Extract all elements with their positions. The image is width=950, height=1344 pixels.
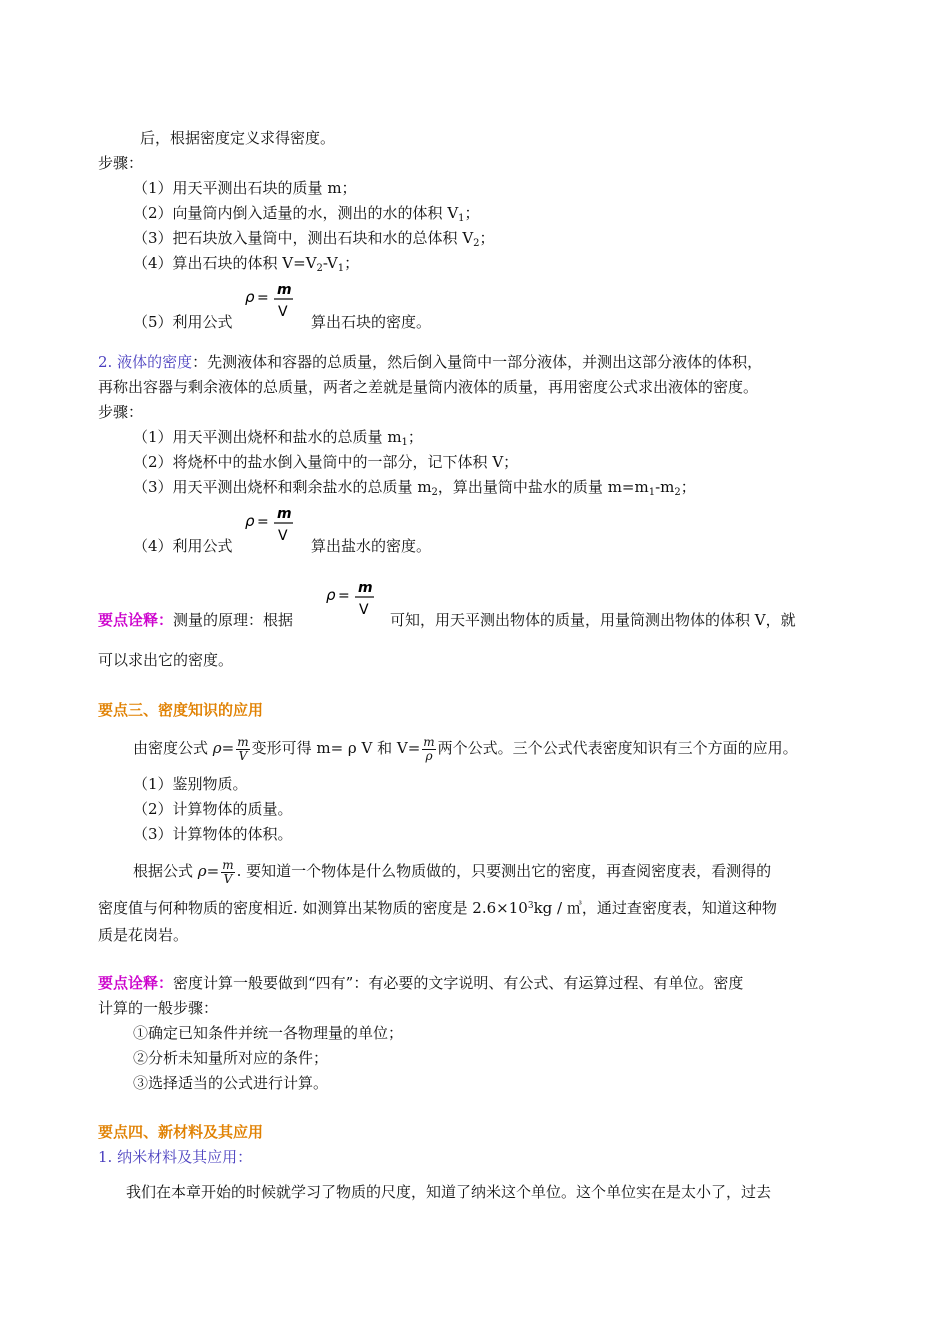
formula-rho: ρ (245, 288, 255, 306)
calc-step-2: ②分析未知量所对应的条件； (133, 1049, 329, 1067)
section-4-subheading: 1. 纳米材料及其应用： (98, 1148, 253, 1166)
section-4-heading: 要点四、新材料及其应用 (98, 1123, 264, 1141)
formula-equals: = (257, 514, 269, 530)
formula-m: m (277, 506, 292, 522)
liquid-step-1: （1）用天平测出烧杯和盐水的总质量 $m_1$； (133, 428, 423, 448)
application-item-1: （1）鉴别物质。 (133, 775, 248, 793)
formula-rho: ρ (326, 586, 336, 604)
note-1-line-2: 可以求出它的密度。 (98, 651, 234, 669)
inline-fraction: $\frac{m}{\rho}$ (423, 734, 435, 763)
liquid-density-title: 2. 液体的密度 (98, 353, 193, 371)
section-3-para-2: 密度值与何种物质的密度相近. 如测算出某物质的密度是 $2.6\times 10^3kg$ / ㎥，通过查密度表，知道这种物 (98, 899, 777, 917)
inline-fraction: $\frac{m}{V}$ (237, 734, 249, 763)
calc-step-3: ③选择适当的公式进行计算。 (133, 1074, 329, 1092)
section-3-heading: 要点三、密度知识的应用 (98, 701, 264, 719)
formula-m: m (277, 282, 292, 298)
formula-rho: ρ (245, 512, 255, 530)
formula-equals: = (338, 588, 350, 604)
density-formula-image (243, 280, 297, 320)
note-1-line-1: 要点诠释：测量的原理：根据 (98, 611, 294, 629)
note-1-line-1-tail: 可知，用天平测出物体的质量，用量筒测出物体的体积 V，就 (390, 611, 796, 629)
formula-v: V (278, 528, 288, 544)
step-5-tail: 算出石块的密度。 (311, 313, 432, 331)
application-item-2: （2）计算物体的质量。 (133, 800, 293, 818)
section-3-intro: 由密度公式 ρ= $\frac{m}{V}$ 变形可得 m= ρ V 和 V= $\frac{m}{\rho}$ 两个公式。三个公式代表密度知识有三个方面的应用。 (133, 734, 798, 763)
formula-v: V (359, 602, 369, 618)
section-4-para: 我们在本章开始的时候就学习了物质的尺度，知道了纳米这个单位。这个单位实在是太小了，过去 (126, 1183, 772, 1201)
section-3-para-1: 根据公式 ρ= $\frac{m}{V}$ . 要知道一个物体是什么物质做的，只要测出它的密度，再查阅密度表，看测得的 (133, 857, 772, 886)
note-label: 要点诠释： (98, 974, 174, 992)
steps-label: 步骤： (98, 154, 144, 172)
steps-label-2: 步骤： (98, 403, 144, 421)
liquid-step-4: （4）利用公式 (133, 537, 233, 555)
density-formula-image (243, 504, 297, 544)
step-2: （2）向量筒内倒入适量的水，测出的水的体积 $V_1$； (133, 204, 480, 224)
step-4: （4）算出石块的体积 $V=V_2-V_1$； (133, 254, 360, 274)
liquid-density-desc-1: 2. 液体的密度：先测液体和容器的总质量，然后倒入量筒中一部分液体，并测出这部分液体的体积， (98, 353, 763, 371)
liquid-step-4-tail: 算出盐水的密度。 (311, 537, 432, 555)
step-5: （5）利用公式 (133, 313, 233, 331)
note-label: 要点诠释： (98, 611, 174, 629)
liquid-step-2: （2）将烧杯中的盐水倒入量筒中的一部分，记下体积 V； (133, 453, 519, 471)
formula-m: m (358, 580, 373, 596)
paragraph-continuation: 后，根据密度定义求得密度。 (140, 129, 336, 147)
formula-equals: = (257, 290, 269, 306)
note-2-line-2: 计算的一般步骤： (98, 999, 219, 1017)
liquid-density-desc-2: 再称出容器与剩余液体的总质量，两者之差就是量筒内液体的质量，再用密度公式求出液体的密度。 (98, 378, 759, 396)
step-3: （3）把石块放入量筒中，测出石块和水的总体积 $V_2$； (133, 229, 495, 249)
section-3-para-3: 质是花岗岩。 (98, 926, 189, 944)
formula-v: V (278, 304, 288, 320)
liquid-step-3: （3）用天平测出烧杯和剩余盐水的总质量 $m_2$，算出量筒中盐水的质量 $m=m_1-m_2$； (133, 478, 696, 498)
application-item-3: （3）计算物体的体积。 (133, 825, 293, 843)
note-2-line-1: 要点诠释：密度计算一般要做到“四有”：有必要的文字说明、有公式、有运算过程、有单位。密度 (98, 974, 744, 992)
inline-fraction: $\frac{m}{V}$ (222, 857, 234, 886)
density-formula-image (324, 578, 378, 618)
calc-step-1: ①确定已知条件并统一各物理量的单位； (133, 1024, 404, 1042)
step-1: （1）用天平测出石块的质量 m； (133, 179, 357, 197)
